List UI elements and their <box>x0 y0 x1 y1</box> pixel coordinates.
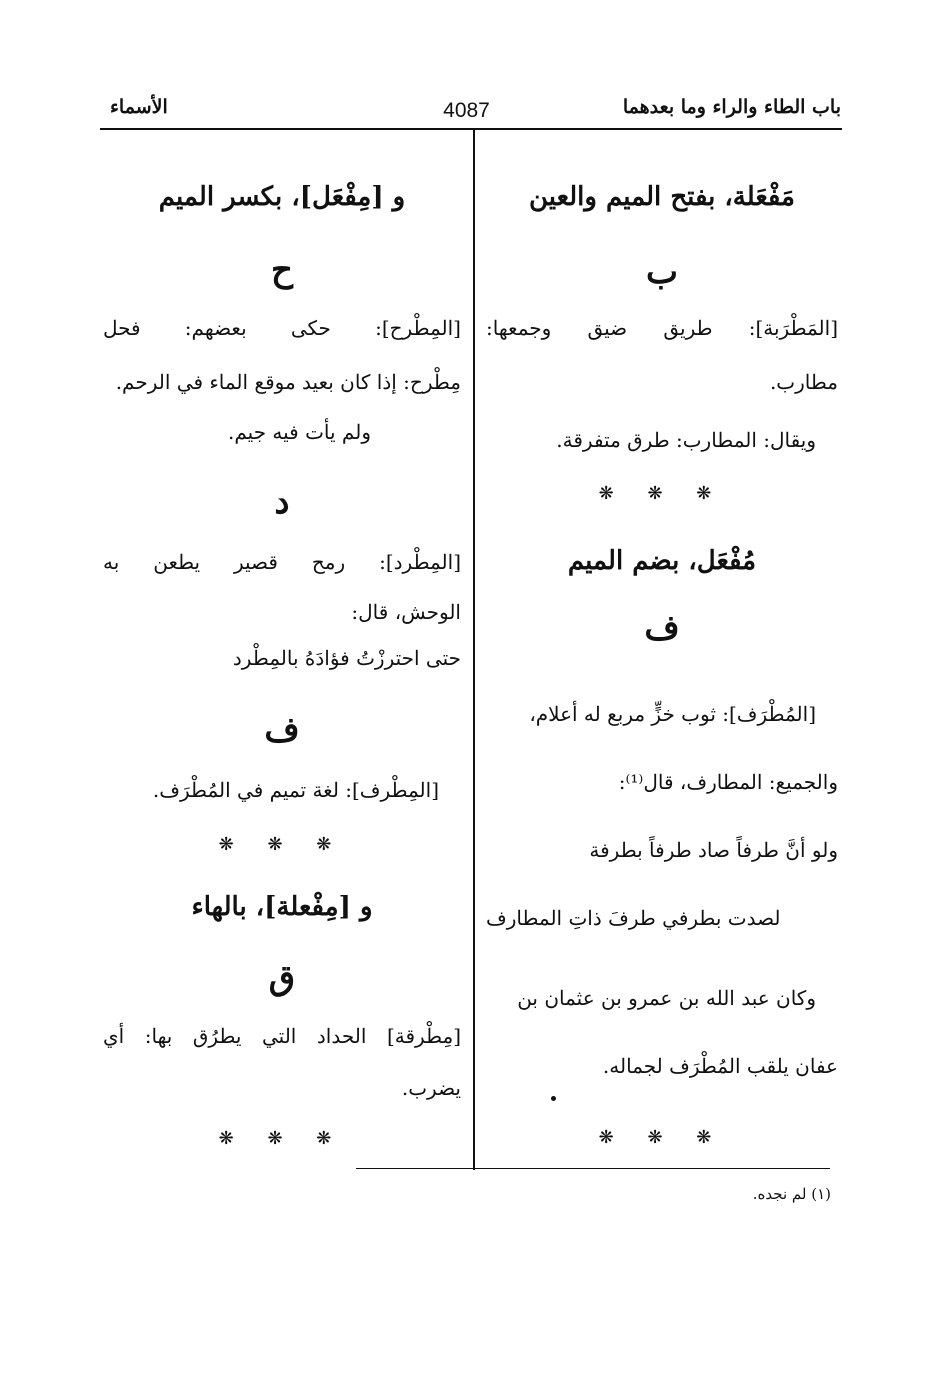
ink-mark <box>551 1096 556 1101</box>
entry-mutraf-line3: وكان عبد الله بن عمرو بن عثمان بن <box>517 986 816 1010</box>
letter-heading-d: د <box>274 482 290 522</box>
section-separator-stars: ❋ ❋ ❋ <box>598 1127 726 1148</box>
section-separator-stars: ❋ ❋ ❋ <box>218 1128 346 1149</box>
entry-mutraf-line1: [المُطْرَف]: ثوب خزٍّ مربع له أعلام، <box>529 702 816 726</box>
chapter-title: باب الطاء والراء وما بعدهما <box>622 96 841 118</box>
footnote: (١) لم نجده. <box>752 1185 831 1203</box>
column-divider <box>473 130 475 1170</box>
entry-matraba-line2: مطارب. <box>769 370 838 394</box>
entry-matraba-line3: ويقال: المطارب: طرق متفرقة. <box>556 428 816 452</box>
entry-mitrah-line2: مِطْرح: إذا كان بعيد موقع الماء في الرحم. <box>115 370 461 394</box>
heading-mif3ala: و [مِفْعلة]، بالهاء <box>191 892 373 922</box>
footnote-rule <box>356 1168 830 1169</box>
entry-mutraf-line4: عفان يلقب المُطْرَف لجماله. <box>602 1054 838 1078</box>
letter-heading-h: ح <box>271 250 293 290</box>
header-rule <box>100 128 842 130</box>
verse-line: حتى احترزْتُ فؤادَهُ بالمِطْرد <box>232 646 461 670</box>
heading-muf3al: مُفْعَل، بضم الميم <box>567 546 757 576</box>
letter-heading-b: ب <box>645 252 678 292</box>
entry-mitraqa-line1: [مِطْرقة] الحداد التي يطرُق بها: أي <box>103 1024 461 1048</box>
verse-line1: ولو أنَّ طرفاً صاد طرفاً بطرفة <box>589 838 838 862</box>
entry-mutraf-line2: والجميع: المطارف، قال⁽¹⁾: <box>618 770 838 794</box>
verse-line2: لصدت بطرفي طرفَ ذاتِ المطارف <box>486 906 781 930</box>
entry-mitraf-line1: [المِطْرف]: لغة تميم في المُطْرَف. <box>152 778 439 802</box>
entry-mitraqa-line2: يضرب. <box>401 1076 461 1100</box>
letter-heading-q: ق <box>268 958 296 998</box>
entry-mitrad-line1: [المِطْرد]: رمح قصير يطعن به <box>103 550 461 574</box>
entry-matraba-line1: [المَطْرَبة]: طريق ضيق وجمعها: <box>486 316 838 340</box>
section-separator-stars: ❋ ❋ ❋ <box>218 834 346 855</box>
page-number: 4087 <box>443 99 490 122</box>
letter-heading-f: ف <box>644 608 680 648</box>
entry-mitrah-line3: ولم يأت فيه جيم. <box>227 420 371 444</box>
section-separator-stars: ❋ ❋ ❋ <box>598 483 726 504</box>
heading-mif3al: و [مِفْعَل]، بكسر الميم <box>158 182 406 212</box>
entry-mitrah-line1: [المِطْرح]: حكى بعضهم: فحل <box>103 316 461 340</box>
section-title: الأسماء <box>110 96 168 118</box>
heading-maf3ala: مَفْعَلة، بفتح الميم والعين <box>529 182 795 212</box>
entry-mitrad-line2: الوحش، قال: <box>351 600 461 624</box>
letter-heading-f: ف <box>264 710 300 750</box>
